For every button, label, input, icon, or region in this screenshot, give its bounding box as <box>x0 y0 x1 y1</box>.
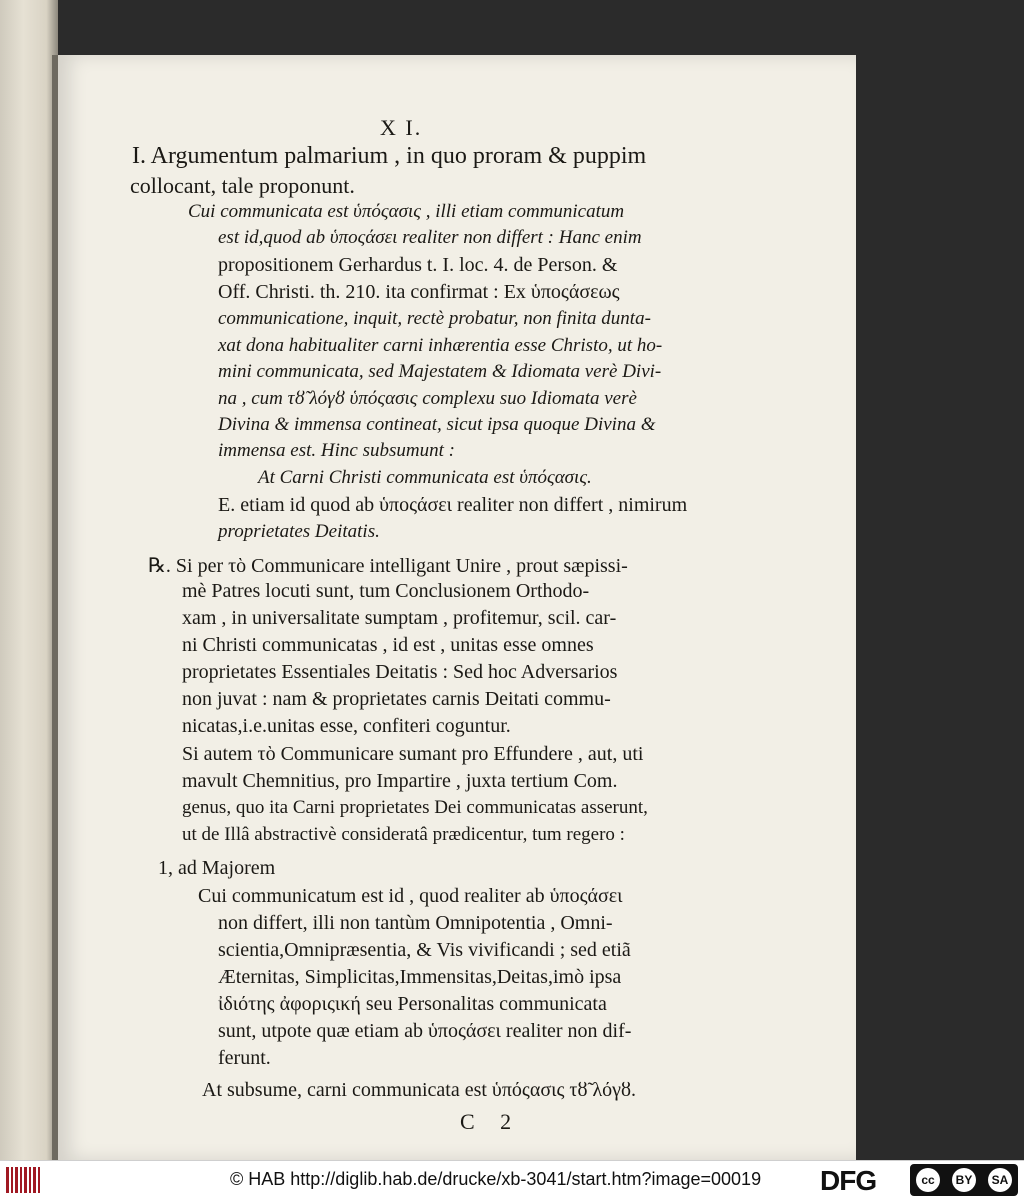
license-badges[interactable] <box>910 1164 1018 1196</box>
left-page-margin <box>0 0 58 1160</box>
footer-bar <box>0 1160 1024 1200</box>
text-line-20: proprietates Essentiales Deitatis : Sed hoc Adversarios <box>182 661 618 683</box>
text-line-28: Cui communicatum est id , quod realiter ab ὑποςάσει <box>198 885 623 907</box>
page-heading: X I. <box>380 115 423 140</box>
text-line-33: sunt, utpote quæ etiam ab ὑποςάσει realiter non dif- <box>218 1020 632 1042</box>
text-line-16: ℞. Si per τὸ Communicare intelligant Unire , prout sæpissi- <box>148 555 628 577</box>
text-line-1: I. Argumentum palmarium , in quo proram & puppim <box>132 143 647 169</box>
text-line-5: propositionem Gerhardus t. I. loc. 4. de Person. & <box>218 254 618 276</box>
dfg-logo: DFG <box>820 1165 877 1196</box>
signature-mark: C 2 <box>460 1109 522 1134</box>
text-line-10: na , cum τȣ̃ λόγȣ ὑπόςασις complexu suo Idiomata verè <box>218 388 637 409</box>
text-line-17: mè Patres locuti sunt, tum Conclusionem Orthodo- <box>182 580 590 602</box>
text-line-27: 1, ad Majorem <box>158 857 276 879</box>
by-icon: BY <box>952 1168 976 1192</box>
sa-icon: SA <box>988 1168 1012 1192</box>
text-line-12: immensa est. Hinc subsumunt : <box>218 440 455 461</box>
text-line-34: ferunt. <box>218 1047 271 1069</box>
text-line-22: nicatas,i.e.unitas esse, confiteri coguntur. <box>182 715 511 737</box>
book-page <box>58 55 856 1160</box>
text-line-6: Off. Christi. th. 210. ita confirmat : Ex ὑποςάσεως <box>218 281 620 303</box>
text-line-23: Si autem τὸ Communicare sumant pro Effundere , aut, uti <box>182 743 644 765</box>
cc-icon: cc <box>916 1168 940 1192</box>
text-line-32: ἰδιότης ἀφοριςική seu Personalitas communicata <box>218 993 607 1015</box>
text-line-8: xat dona habitualiter carni inhærentia esse Christo, ut ho- <box>218 335 663 356</box>
text-line-24: mavult Chemnitius, pro Impartire , juxta tertium Com. <box>182 770 618 792</box>
text-line-2: collocant, tale proponunt. <box>130 173 355 198</box>
text-line-7: communicatione, inquit, rectè probatur, non finita dunta- <box>218 308 651 329</box>
text-line-30: scientia,Omnipræsentia, & Vis vivificandi ; sed etiã <box>218 939 631 961</box>
text-line-18: xam , in universalitate sumptam , profitemur, scil. car- <box>182 607 617 629</box>
text-line-25: genus, quo ita Carni proprietates Dei communicatas asserunt, <box>182 797 648 818</box>
text-line-13: At Carni Christi communicata est ὑπόςασις. <box>258 467 592 488</box>
text-line-15: proprietates Deitatis. <box>218 521 380 542</box>
text-line-29: non differt, illi non tantùm Omnipotentia , Omni- <box>218 912 613 934</box>
text-line-26: ut de Illâ abstractivè consideratâ prædicentur, tum regero : <box>182 824 625 845</box>
text-line-3: Cui communicata est ὑπόςασις , illi etiam communicatum <box>188 201 625 222</box>
hab-logo-icon <box>6 1167 40 1193</box>
footer-attribution-link[interactable]: © HAB http://diglib.hab.de/drucke/xb-3041/start.htm?image=00019 <box>230 1169 762 1189</box>
text-line-11: Divina & immensa contineat, sicut ipsa quoque Divina & <box>218 414 656 435</box>
text-line-21: non juvat : nam & proprietates carnis Deitati commu- <box>182 688 611 710</box>
text-line-9: mini communicata, sed Majestatem & Idiomata verè Divi- <box>218 361 662 382</box>
text-line-19: ni Christi communicatas , id est , unitas esse omnes <box>182 634 594 656</box>
text-line-35: At subsume, carni communicata est ὑπόςασις τȣ̃ λόγȣ. <box>202 1079 636 1101</box>
text-line-4: est id,quod ab ὑποςάσει realiter non differt : Hanc enim <box>218 227 642 248</box>
text-line-14: E. etiam id quod ab ὑποςάσει realiter non differt , nimirum <box>218 494 688 516</box>
text-line-31: Æternitas, Simplicitas,Immensitas,Deitas,imò ipsa <box>218 966 622 988</box>
